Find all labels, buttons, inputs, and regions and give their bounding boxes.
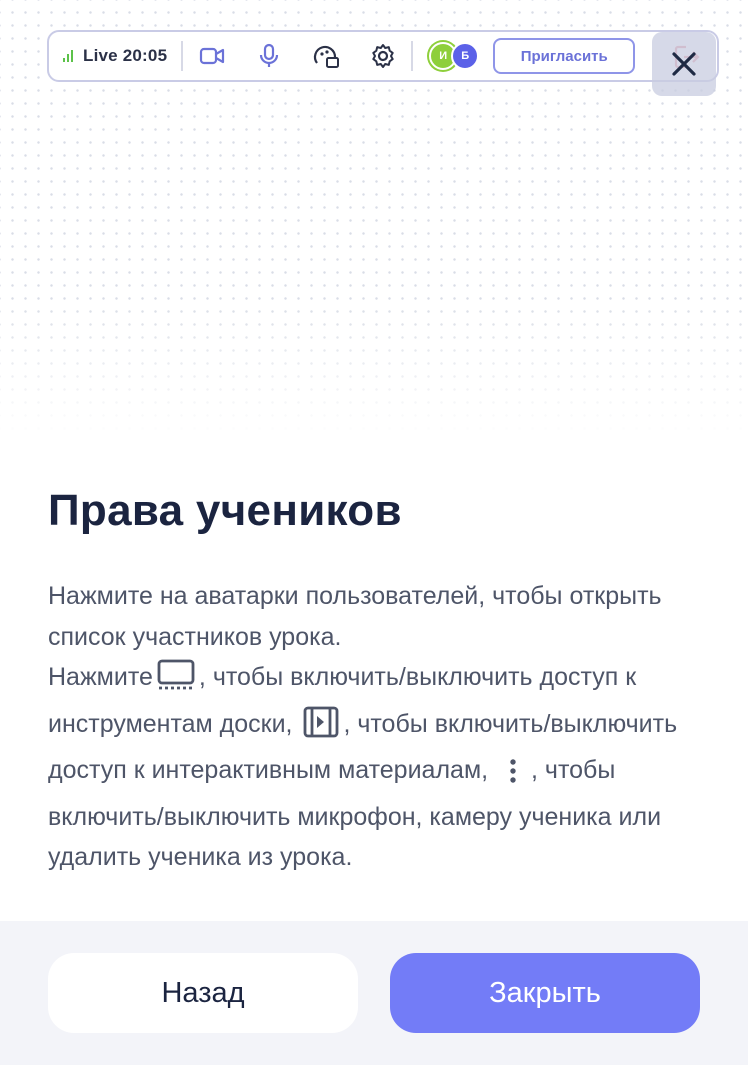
participants-avatars[interactable] <box>429 42 479 70</box>
description-text: , чтобы включить/выключить доступ к инструментам доски, <box>48 663 637 738</box>
signal-icon <box>63 50 73 62</box>
invite-button[interactable]: Пригласить <box>493 38 635 74</box>
board-tools-icon <box>157 659 195 704</box>
dialog-description <box>48 576 708 878</box>
close-button[interactable]: Закрыть <box>390 953 700 1033</box>
screen-share-icon[interactable] <box>311 41 341 71</box>
description-paragraph: Нажмите на аватарки пользователей, чтобы открыть список участников урока. <box>48 582 662 651</box>
dialog-title: Права учеников <box>48 486 402 535</box>
avatar[interactable]: Б <box>451 42 479 70</box>
lesson-toolbar <box>47 30 719 82</box>
description-text: Нажмите <box>48 663 153 691</box>
toolbar-divider <box>411 41 413 71</box>
back-button[interactable]: Назад <box>48 953 358 1033</box>
description-paragraph <box>48 657 708 878</box>
video-camera-icon[interactable] <box>197 41 227 71</box>
live-timer: Live 20:05 <box>83 46 168 65</box>
dialog-footer <box>0 921 748 1065</box>
settings-gear-icon[interactable] <box>368 41 398 71</box>
description-text: , чтобы включить/выключить доступ к интерактивным материалам, <box>48 709 678 784</box>
description-text: , чтобы включить/выключить микрофон, камеру ученика или удалить ученика из урока. <box>48 756 662 871</box>
avatar[interactable]: И <box>429 42 457 70</box>
live-indicator <box>63 46 167 66</box>
microphone-icon[interactable] <box>254 41 284 71</box>
preview-fade <box>0 300 748 445</box>
close-icon[interactable] <box>652 32 716 96</box>
interactive-materials-icon <box>303 706 339 751</box>
toolbar-divider <box>181 41 183 71</box>
more-vertical-icon <box>509 756 517 797</box>
